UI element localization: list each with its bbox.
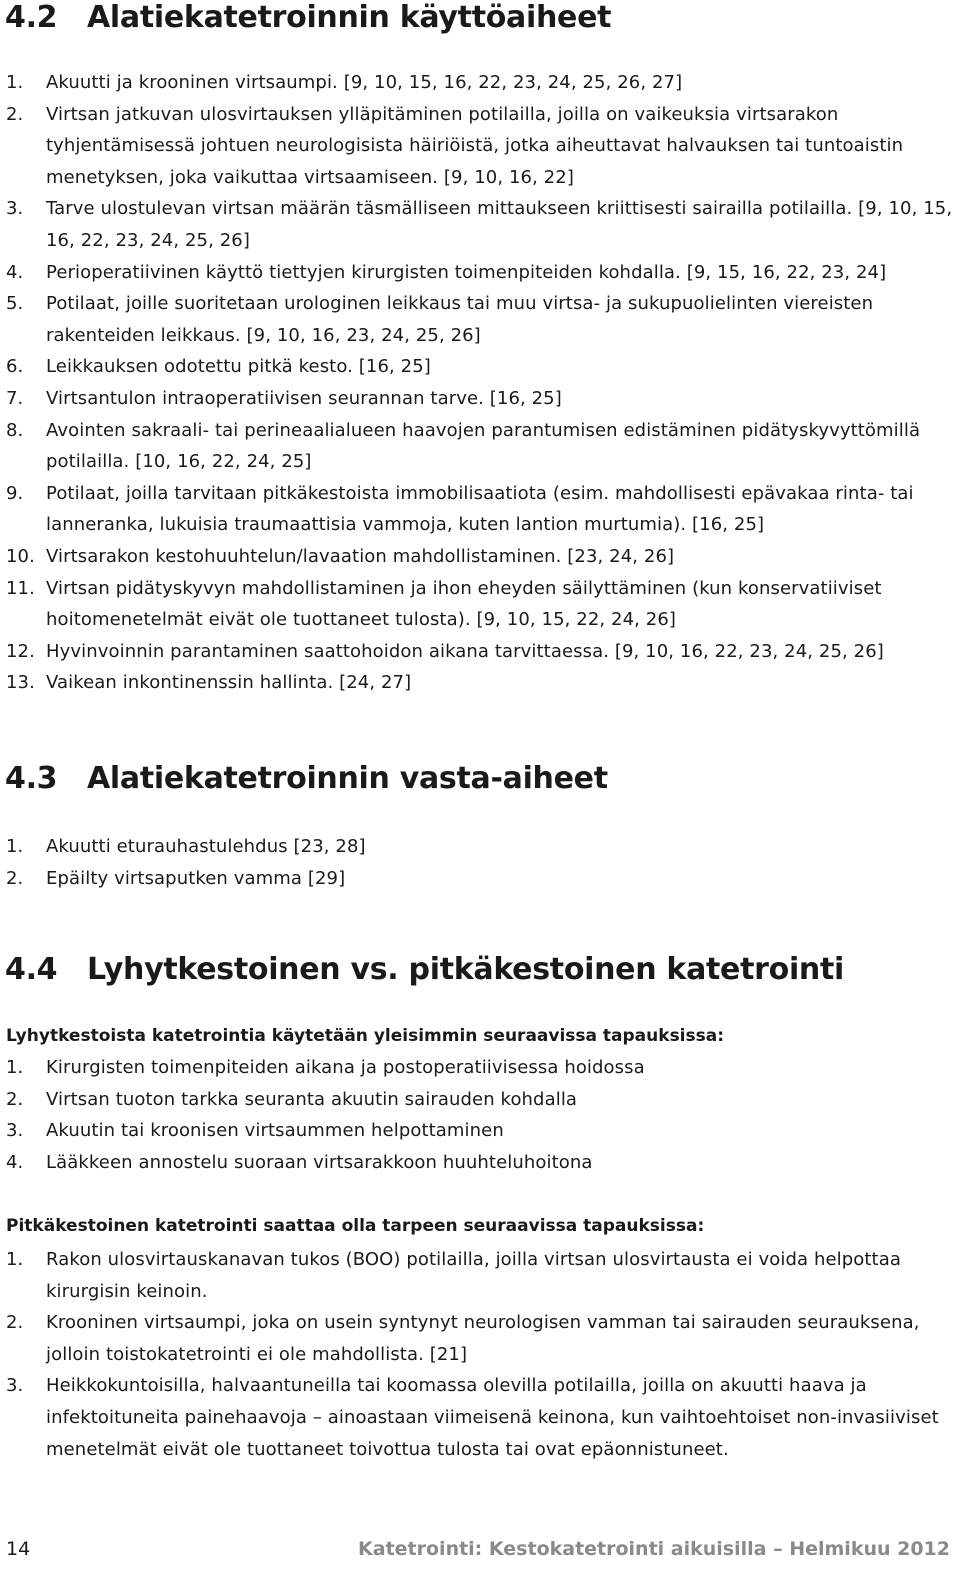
list-item-number: 3. (6, 198, 24, 220)
list-item-text: Kirurgisten toimenpiteiden aikana ja postoperatiivisessa hoidossa (46, 1057, 645, 1078)
list-item-text: Epäilty virtsaputken vamma [29] (46, 867, 346, 889)
footer-publication-title: Katetrointi: Kestokatetrointi aikuisilla – Helmikuu 2012 (358, 1538, 950, 1560)
list-item (6, 478, 956, 541)
list-item-text: Akuutti ja krooninen virtsaumpi. [9, 10, 15, 16, 22, 23, 24, 25, 26, 27] (46, 72, 683, 93)
list-item (6, 636, 956, 668)
list-item (6, 831, 956, 863)
list-item-number: 5. (6, 293, 24, 315)
section-number: 4.2 (5, 0, 58, 35)
list-item-number: 10. (6, 545, 35, 567)
list-item-number: 2. (6, 1312, 24, 1334)
list-item-text: Avointen sakraali- tai perineaalialueen haavojen parantumisen edistäminen pidätyskyvyttömillä potilailla. [10, 16, 22, 24, 25] (46, 419, 921, 473)
list-item-text: Akuutti eturauhastulehdus [23, 28] (46, 836, 366, 857)
list-item-text: Krooninen virtsaumpi, joka on usein syntynyt neurologisen vamman tai sairauden seurauksena, jolloin toistokatetrointi ei ole mahdollista. [21] (46, 1312, 920, 1365)
list-item-number: 6. (6, 356, 24, 378)
list-item-number: 2. (6, 103, 24, 125)
section-title: Alatiekatetroinnin käyttöaiheet (87, 0, 612, 35)
section-title: Lyhytkestoinen vs. pitkäkestoinen katetrointi (87, 952, 845, 987)
list-item (6, 1084, 956, 1116)
list-item (6, 1147, 956, 1179)
list-item-number: 2. (6, 1088, 24, 1110)
list-item (6, 541, 956, 573)
list-item (6, 1052, 956, 1084)
short-term-heading: Lyhytkestoista katetrointia käytetään yleisimmin seuraavissa tapauksissa: (6, 1026, 725, 1046)
list-item-number: 8. (6, 419, 24, 441)
list-item (6, 257, 956, 289)
list-item (6, 573, 956, 636)
list-item-text: Akuutin tai kroonisen virtsaummen helpottaminen (46, 1120, 504, 1142)
list-item (6, 351, 956, 383)
list-item (6, 383, 956, 415)
list-item-number: 7. (6, 387, 24, 409)
list-item-number: 4. (6, 1151, 24, 1173)
list-item-text: Virtsan pidätyskyvyn mahdollistaminen ja ihon eheyden säilyttäminen (kun konservatiiviset hoitomenetelmät eivät ole tuottaneet tulosta). [9, 10, 15, 22, 24, 26] (46, 577, 882, 631)
list-item (6, 288, 956, 351)
list-item-text: Tarve ulostulevan virtsan määrän täsmälliseen mittaukseen kriittisesti sairailla potilailla. [9, 10, 15, 16, 22, 23, 24, 25, 26] (46, 198, 953, 251)
list-item-text: Hyvinvoinnin parantaminen saattohoidon aikana tarvittaessa. [9, 10, 16, 22, 23, 24, 25, 26] (46, 640, 884, 662)
list-item-number: 3. (6, 1120, 24, 1142)
list-item (6, 667, 956, 699)
list-item-number: 2. (6, 867, 24, 889)
long-term-heading: Pitkäkestoinen katetrointi saattaa olla tarpeen seuraavissa tapauksissa: (6, 1216, 705, 1236)
indications-list (6, 67, 956, 699)
list-item (6, 67, 956, 99)
list-item (6, 863, 956, 895)
list-item (6, 1370, 956, 1465)
list-item (6, 1244, 956, 1307)
list-item-text: Virtsantulon intraoperatiivisen seurannan tarve. [16, 25] (46, 387, 562, 409)
list-item-text: Vaikean inkontinenssin hallinta. [24, 27] (46, 672, 412, 694)
list-item-text: Heikkokuntoisilla, halvaantuneilla tai koomassa olevilla potilailla, joilla on akuutti haava ja infektoituneita painehaavoja – ainoastaan viimeisenä keinona, kun vaihtoehtoiset non-invasiiviset menetelmät eivät ole tuottaneet toivottua tulosta tai ovat epäonnistuneet. (46, 1375, 939, 1460)
list-item (6, 193, 956, 256)
list-item (6, 1307, 956, 1370)
list-item-text: Perioperatiivinen käyttö tiettyjen kirurgisten toimenpiteiden kohdalla. [9, 15, 16, 22, 23, 24] (46, 261, 887, 283)
list-item (6, 415, 956, 478)
list-item-text: Virtsan tuoton tarkka seuranta akuutin sairauden kohdalla (46, 1088, 578, 1110)
list-item-text: Leikkauksen odotettu pitkä kesto. [16, 25] (46, 356, 431, 378)
list-item-number: 1. (6, 836, 24, 857)
list-item (6, 1115, 956, 1147)
long-term-list (6, 1244, 956, 1465)
list-item-text: Virtsarakon kestohuuhtelun/lavaation mahdollistaminen. [23, 24, 26] (46, 545, 675, 567)
list-item-text: Rakon ulosvirtauskanavan tukos (BOO) potilailla, joilla virtsan ulosvirtausta ei voida helpottaa kirurgisin keinoin. (46, 1249, 901, 1302)
short-term-list (6, 1052, 956, 1178)
list-item-number: 11. (6, 577, 35, 599)
list-item-number: 1. (6, 1057, 24, 1078)
page-number: 14 (6, 1538, 31, 1560)
list-item-number: 3. (6, 1375, 24, 1397)
list-item-text: Lääkkeen annostelu suoraan virtsarakkoon huuhteluhoitona (46, 1151, 593, 1173)
list-item (6, 99, 956, 194)
list-item-number: 1. (6, 72, 24, 93)
list-item-text: Virtsan jatkuvan ulosvirtauksen ylläpitäminen potilailla, joilla on vaikeuksia virtsarakon tyhjentämisessä johtuen neurologisista häiriöistä, jotka aiheuttavat halvauksen tai tuntoaistin menetyksen, joka vaikuttaa virtsaamiseen. [9, 10, 16, 22] (46, 103, 904, 188)
list-item-number: 4. (6, 261, 24, 283)
list-item-number: 12. (6, 640, 35, 662)
list-item-number: 9. (6, 482, 24, 504)
section-number: 4.3 (5, 761, 58, 796)
list-item-number: 1. (6, 1249, 24, 1270)
section-title: Alatiekatetroinnin vasta-aiheet (87, 761, 608, 796)
list-item-text: Potilaat, joille suoritetaan urologinen leikkaus tai muu virtsa- ja sukupuolielinten viereisten rakenteiden leikkaus. [9, 10, 16, 23, 24, 25, 26] (46, 293, 874, 346)
list-item-number: 13. (6, 672, 35, 694)
section-4-3-heading (5, 761, 608, 796)
section-4-2-heading (5, 0, 611, 35)
list-item-text: Potilaat, joilla tarvitaan pitkäkestoista immobilisaatiota (esim. mahdollisesti epävakaa rinta- tai lanneranka, lukuisia traumaattisia vammoja, kuten lantion murtumia). [16, 25] (46, 482, 914, 536)
section-number: 4.4 (5, 952, 58, 987)
contraindications-list (6, 831, 956, 894)
section-4-4-heading (5, 952, 844, 987)
